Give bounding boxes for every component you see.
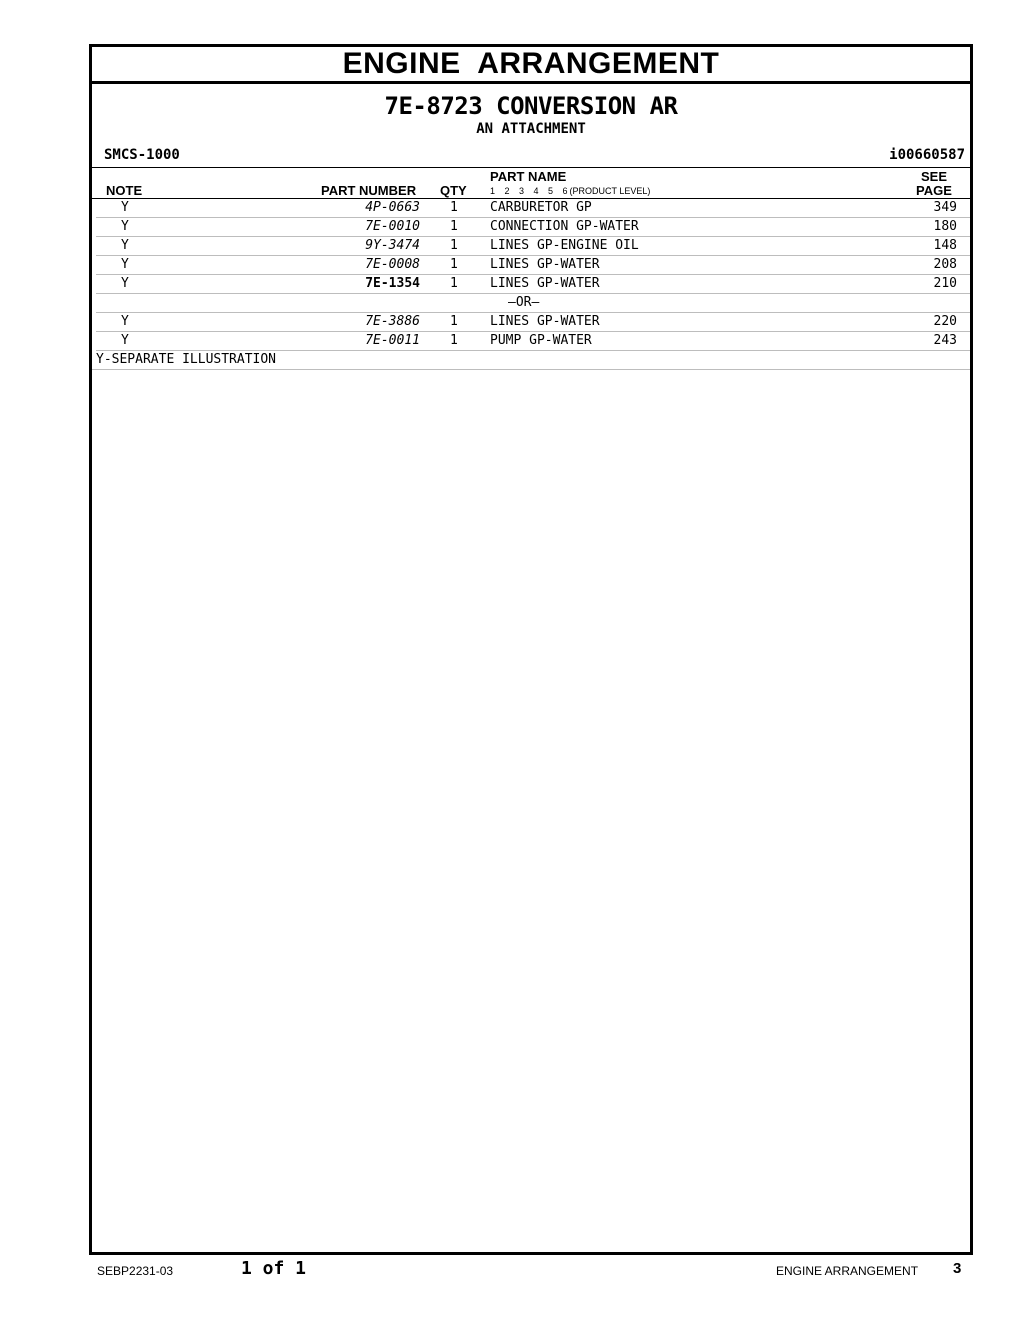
row-note: Y [121, 333, 129, 348]
smcs-code: SMCS-1000 [104, 147, 180, 163]
row-qty: 1 [450, 219, 458, 234]
row-qty: 1 [450, 276, 458, 291]
footer-section: ENGINE ARRANGEMENT [776, 1264, 919, 1278]
header-part-number: PART NUMBER [321, 183, 417, 198]
parts-table-body [92, 199, 970, 370]
row-part-name: LINES GP-WATER [490, 314, 600, 329]
table-row-or [96, 294, 970, 313]
doc-number: SEBP2231-03 [97, 1264, 174, 1278]
table-header [92, 168, 970, 199]
table-row [96, 332, 970, 351]
row-part-name: CARBURETOR GP [490, 200, 592, 215]
page-of: 1 of 1 [241, 1258, 307, 1279]
table-row [96, 237, 970, 256]
row-part-name: LINES GP-WATER [490, 276, 600, 291]
illustration-id: i00660587 [889, 147, 965, 163]
group-subtitle: AN ATTACHMENT [476, 121, 586, 137]
smcs-row [92, 147, 970, 168]
page-title: ENGINE ARRANGEMENT [92, 47, 970, 84]
or-separator: —OR— [508, 295, 540, 310]
row-see-page[interactable]: 220 [933, 314, 957, 329]
row-part-number: 7E-1354 [365, 276, 420, 291]
row-note: Y [121, 314, 129, 329]
header-part-name: PART NAME [490, 169, 567, 184]
table-row [96, 199, 970, 218]
row-see-page[interactable]: 180 [933, 219, 957, 234]
table-row [96, 218, 970, 237]
row-part-number[interactable]: 9Y-3474 [365, 238, 420, 253]
row-part-number[interactable]: 7E-0011 [365, 333, 420, 348]
row-see-page[interactable]: 148 [933, 238, 957, 253]
row-qty: 1 [450, 333, 458, 348]
row-part-number[interactable]: 7E-3886 [365, 314, 420, 329]
header-product-levels [490, 186, 650, 196]
row-note: Y [121, 257, 129, 272]
row-part-number[interactable]: 7E-0008 [365, 257, 420, 272]
row-see-page[interactable]: 210 [933, 276, 957, 291]
row-qty: 1 [450, 314, 458, 329]
row-qty: 1 [450, 238, 458, 253]
header-see: SEE [920, 169, 947, 184]
product-level-label: (PRODUCT LEVEL) [569, 186, 651, 196]
row-note: Y [121, 276, 129, 291]
row-note: Y [121, 238, 129, 253]
row-note: Y [121, 200, 129, 215]
header-qty: QTY [440, 183, 467, 198]
header-note: NOTE [106, 183, 143, 198]
row-qty: 1 [450, 257, 458, 272]
header-page: PAGE [916, 183, 952, 198]
row-see-page[interactable]: 208 [933, 257, 957, 272]
table-row [96, 275, 970, 294]
row-note: Y [121, 219, 129, 234]
table-row [96, 256, 970, 275]
row-part-name: LINES GP-ENGINE OIL [490, 238, 639, 253]
page-frame [89, 44, 973, 1255]
row-see-page[interactable]: 349 [933, 200, 957, 215]
table-footnote-row [92, 351, 970, 370]
row-part-number[interactable]: 4P-0663 [365, 200, 420, 215]
row-part-name: CONNECTION GP-WATER [490, 219, 639, 234]
footnote-separate-illustration: Y-SEPARATE ILLUSTRATION [96, 352, 277, 367]
level-numbers: 1 2 3 4 5 6 [490, 186, 568, 196]
row-part-name: PUMP GP-WATER [490, 333, 592, 348]
row-qty: 1 [450, 200, 458, 215]
table-row [96, 313, 970, 332]
group-title: 7E-8723 CONVERSION AR [384, 92, 678, 120]
row-part-number[interactable]: 7E-0010 [365, 219, 420, 234]
page-number: 3 [953, 1260, 962, 1277]
page-footer [0, 1258, 1020, 1282]
row-part-name: LINES GP-WATER [490, 257, 600, 272]
row-see-page[interactable]: 243 [933, 333, 957, 348]
